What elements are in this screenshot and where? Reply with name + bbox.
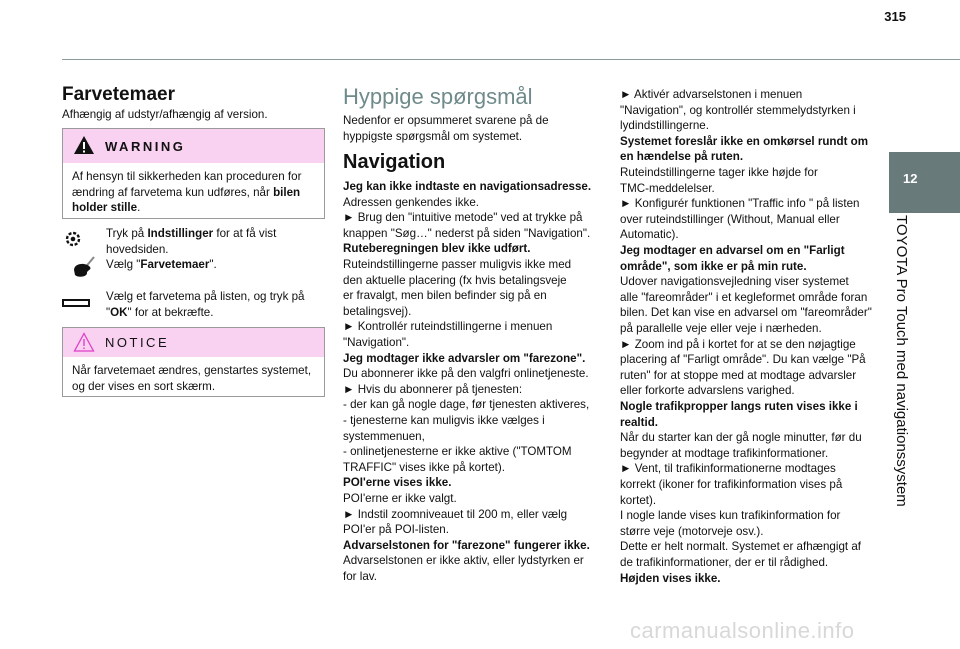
faq-answer-line: TMC-meddelelser. <box>620 181 715 195</box>
faq-answer-line: - onlinetjenesterne er ikke aktive ("TOMTOM <box>343 445 572 459</box>
faq-answer-line: er fravalgt, men bilen befinder sig på en <box>343 289 547 303</box>
faq-answer-line: Adressen genkendes ikke. <box>343 195 479 209</box>
faq-answer-line: Ruteindstillingerne passer muligvis ikke med <box>343 258 572 271</box>
faq-answer-line: I nogle lande vises kun trafikinformation for <box>620 509 841 523</box>
faq-question: Nogle trafikpropper langs ruten vises ikke i <box>620 400 858 413</box>
gear-icon <box>64 230 82 248</box>
faq-question: område", som ikke er på min rute. <box>620 259 807 273</box>
warning-header <box>63 129 324 163</box>
faq-answer-line: ► Vent, til trafikinformationerne modtages <box>620 462 836 476</box>
faq-answer-line: POI'er på POI-listen. <box>343 523 449 537</box>
faq-answer-line: ► Brug den "intuitive metode" ved at trykke på <box>343 211 583 225</box>
navigation-heading: Navigation <box>343 151 446 173</box>
faq-answer-line: ► Aktivér advarselstonen i menuen <box>620 88 803 101</box>
warning-label: WARNING <box>105 139 186 154</box>
chapter-tab <box>889 152 960 213</box>
warning-box <box>62 128 325 219</box>
chapter-number: 12 <box>903 171 918 186</box>
faq-answer-line: Dette er helt normalt. Systemet er afhængigt af <box>620 540 862 554</box>
warning-text-bold: bilen holder stille <box>72 185 301 215</box>
notice-warning-icon <box>73 332 95 352</box>
faq-answer-line: over ruteindstillinger (Without, Manual eller <box>620 212 840 226</box>
notice-text: Når farvetemaet ændres, genstartes systemet, og der vises en sort skærm. <box>72 364 312 393</box>
faq-answer-line: ► Indstil zoomniveauet til 200 m, eller vælg <box>343 507 568 521</box>
faq-answer-line: eller forkorte advarslens varighed. <box>620 384 795 398</box>
faq-question: POI'erne vises ikke. <box>343 476 452 490</box>
faq-answer-line: begynder at modtage trafikinformationer. <box>620 446 829 460</box>
faq-answer-line: Automatic). <box>620 228 679 242</box>
warning-text-end: . <box>137 201 141 215</box>
faq-answer-line: korrekt (ikoner for trafikinformation vises på <box>620 478 843 491</box>
step-text: Vælg " <box>106 258 141 271</box>
faq-question: Advarselstonen for "farezone" fungerer ikke. <box>343 538 590 552</box>
warning-text <box>63 163 324 216</box>
faq-question: Systemet foreslår ikke en omkørsel rundt om <box>620 134 869 148</box>
notice-header <box>63 328 324 357</box>
faq-question: realtid. <box>620 415 659 429</box>
section-subtitle: Afhængig af udstyr/afhængig af version. <box>62 108 268 121</box>
faq-intro-line: Nedenfor er opsummeret svarene på de <box>343 114 549 127</box>
faq-intro-line: hyppigste spørgsmål om systemet. <box>343 130 523 143</box>
palette-icon <box>72 256 96 278</box>
notice-box <box>62 327 325 397</box>
faq-question: en hændelse på ruten. <box>620 150 744 164</box>
step-text: " for at bekræfte. <box>127 305 214 319</box>
faq-answer-line: - tjenesterne kan muligvis ikke vælges i <box>343 414 545 427</box>
notice-label: NOTICE <box>105 335 170 350</box>
step-bold: OK <box>110 305 128 319</box>
faq-answer-line: Advarselstonen er ikke aktiv, eller lydstyrken er <box>343 554 584 568</box>
faq-answer-line: Når du starter kan der gå nogle minutter, før du <box>620 431 862 445</box>
faq-answer-line: bilen. Det kan vise en advarsel om "fareområder" <box>620 306 872 320</box>
chapter-title: TOYOTA Pro Touch med navigationssystem <box>893 215 910 507</box>
faq-question: Jeg modtager ikke advarsler om "farezone". <box>343 351 586 365</box>
faq-answer-line: de trafikinformationer, der er til rådighed. <box>620 556 829 569</box>
step-3-text <box>106 289 321 320</box>
faq-answer-line: TRAFFIC" vises ikke på kortet). <box>343 460 505 474</box>
faq-answer-line: den aktuelle placering (fx hvis betalingsveje <box>343 273 567 287</box>
faq-answer-line: for lav. <box>343 570 377 583</box>
warning-text-part: Af hensyn til sikkerheden kan proceduren for ændring af farvetema kun udføres, når <box>72 170 302 199</box>
faq-answer-line: ► Hvis du abonnerer på tjenesten: <box>343 382 523 396</box>
faq-answer-line: placering af "Farligt område". Du kan vælge "På <box>620 353 866 367</box>
step-text: ". <box>209 258 217 271</box>
faq-answer-line: "Navigation", og kontrollér stemmelydstyrken i <box>620 103 856 117</box>
faq-answer-line: knappen "Søg…" nederst på siden "Navigation". <box>343 226 591 240</box>
section-title-farvetemaer: Farvetemaer <box>62 84 176 105</box>
faq-answer-line: "Navigation". <box>343 336 410 349</box>
step-text: Vælg et farvetema på listen, og tryk på " <box>106 290 305 319</box>
warning-icon <box>73 135 95 155</box>
watermark: carmanualsonline.info <box>630 618 855 643</box>
faq-answer-line: ► Konfigurér funktionen "Traffic info " på listen <box>620 197 860 211</box>
page-number: 315 <box>884 9 906 24</box>
faq-answer-line: større veje (motorveje osv.). <box>620 524 764 538</box>
faq-answer-line: POI'erne er ikke valgt. <box>343 492 457 505</box>
step-text: for at få vist hovedsiden. <box>106 227 277 256</box>
faq-answer-line: lydindstillingerne. <box>620 119 709 133</box>
step-2-text <box>106 257 321 273</box>
faq-answer-line: betalingsvej). <box>343 304 412 318</box>
step-bold: Farvetemaer <box>140 258 210 271</box>
faq-question: Ruteberegningen blev ikke udført. <box>343 242 531 256</box>
button-bar-icon <box>62 299 90 307</box>
faq-question: Højden vises ikke. <box>620 571 721 585</box>
faq-answer-line: ► Kontrollér ruteindstillingerne i menuen <box>343 320 553 334</box>
faq-answer-line: Du abonnerer ikke på den valgfri onlinetjeneste. <box>343 367 589 381</box>
faq-question: Jeg kan ikke indtaste en navigationsadresse. <box>343 180 592 193</box>
step-1-text <box>106 226 321 257</box>
faq-answer-line: Udover navigationsvejledning viser systemet <box>620 275 849 289</box>
faq-answer-line: ruten" for at stoppe med at modtage advarsler <box>620 368 857 382</box>
faq-answer-line: alle "fareområder" i et kegleformet område foran <box>620 290 868 304</box>
faq-answer-line: systemmenuen, <box>343 429 425 443</box>
faq-answer-line: på parallelle veje eller veje i nærheden. <box>620 322 822 335</box>
faq-title: Hyppige spørgsmål <box>343 84 533 109</box>
faq-answer-line: kortet). <box>620 493 657 507</box>
step-text: Tryk på <box>106 227 148 240</box>
header-divider <box>62 59 960 60</box>
faq-answer-line: - der kan gå nogle dage, før tjenesten aktiveres, <box>343 398 590 412</box>
step-bold: Indstillinger <box>147 227 214 240</box>
faq-answer-line: ► Zoom ind på i kortet for at se den nøjagtige <box>620 337 856 351</box>
faq-answer-line: Ruteindstillingerne tager ikke højde for <box>620 166 818 179</box>
faq-question: Jeg modtager en advarsel om en "Farligt <box>620 244 845 257</box>
